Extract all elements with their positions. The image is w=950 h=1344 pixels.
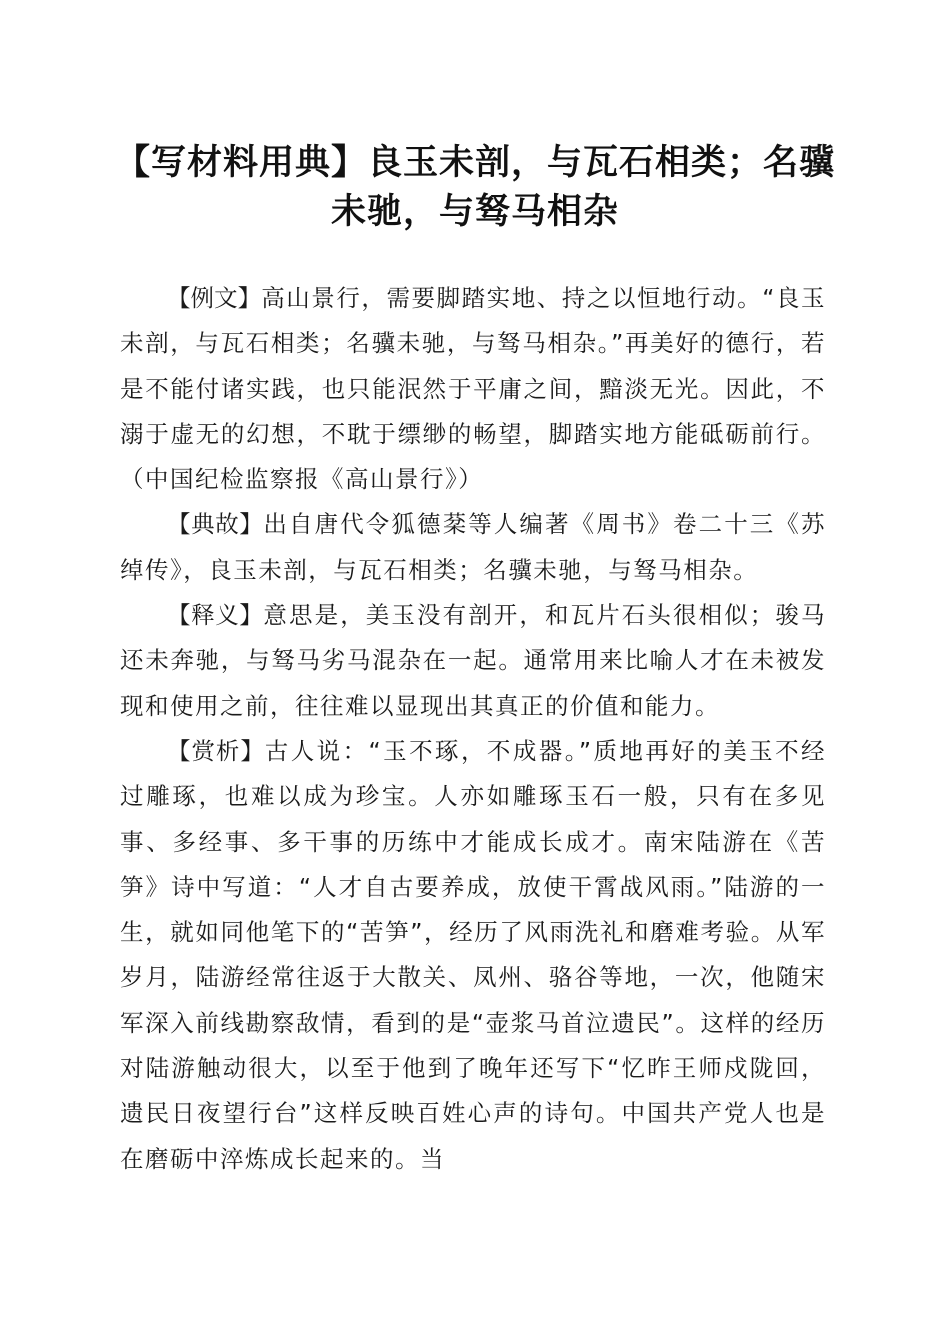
paragraph-text-meaning: 意思是，美玉没有剖开，和瓦片石头很相似；骏马还未奔驰，与驽马劣马混杂在一起。通常用来比喻人才在未被发现和使用之前，往往难以显现出其真正的价值和能力。: [120, 601, 827, 720]
paragraph-text-allusion: 出自唐代令狐德棻等人编著《周书》卷二十三《苏绰传》，良玉未剖，与瓦石相类；名骥未驰，与驽马相杂。: [120, 510, 827, 584]
paragraph-appreciation: [120, 729, 826, 1182]
paragraph-text-appreciation: 古人说：“玉不琢，不成器。”质地再好的美玉不经过雕琢，也难以成为珍宝。人亦如雕琢玉石一般，只有在多见事、多经事、多干事的历练中才能成长成才。南宋陆游在《苦笋》诗中写道：“人才自古要养成，放使干霄战风雨。”陆游的一生，就如同他笔下的“苦笋”，经历了风雨洗礼和磨难考验。从军岁月，陆游经常往返于大散关、凤州、骆谷等地，一次，他随宋军深入前线勘察敌情，看到的是“壶浆马首泣遗民”。这样的经历对陆游触动很大，以至于他到了晚年还写下“忆昨王师戍陇回，遗民日夜望行台”这样反映百姓心声的诗句。中国共产党人也是在磨砺中淬炼成长起来的。当: [120, 736, 827, 1173]
document-body: [120, 276, 826, 1182]
paragraph-tag-allusion: 【典故】: [167, 510, 264, 539]
paragraph-meaning: [120, 593, 826, 729]
paragraph-tag-meaning: 【释义】: [167, 601, 264, 630]
paragraph-tag-appreciation: 【赏析】: [167, 736, 265, 765]
paragraph-allusion: [120, 502, 826, 593]
paragraph-example: [120, 276, 826, 502]
document-title: 【写材料用典】良玉未剖，与瓦石相类；名骥未驰，与驽马相杂: [114, 142, 835, 232]
paragraph-tag-example: 【例文】: [167, 284, 262, 312]
paragraph-text-example: 高山景行，需要脚踏实地、持之以恒地行动。“良玉未剖，与瓦石相类；名骥未驰，与驽马相杂。”再美好的德行，若是不能付诸实践，也只能泯然于平庸之间，黯淡无光。因此，不溺于虚无的幻想，不耽于缥缈的畅望，脚踏实地方能砥砺前行。（中国纪检监察报《高山景行》）: [120, 284, 826, 494]
